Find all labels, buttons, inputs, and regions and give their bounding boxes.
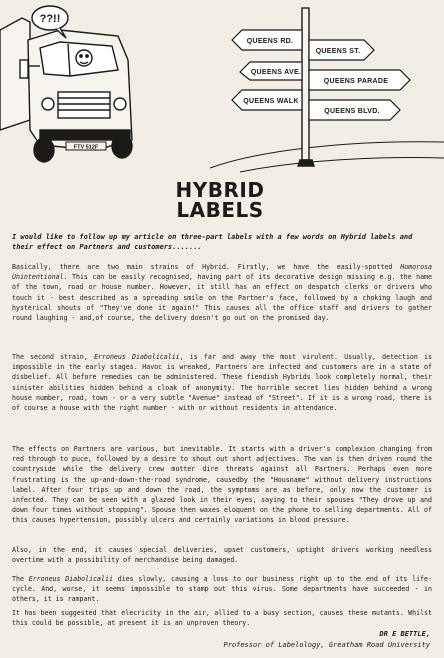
paragraph-4: Also, in the end, it causes special deliveries, upset customers, uptight drivers working needless overtime with a possibility of merchandise being damaged. — [12, 546, 432, 565]
sign-queens-ave — [240, 62, 302, 80]
paragraph-3: The effects on Partners are various, but inevitable. It starts with a driver's complexion changing from red through to puce, followed by a desire to shout out short adjectives. The van is then driven round the countryside while the delivery crew mutter dire threats against all Partners. Perhaps even more frustrating is the up-and-down-the-road syndrome, causedby the "Housname" without delivery instructions label. After four trips up and down the road, the symptoms are as before, only now the customer is infected. They can be seen with a glazed look in their eyes, saying to their spouses "They drove up and down four times without stopping". Spouse then waxes eloquent on the phone to selling departments. All of this causes hypertension, possibly ulcers and certainly variations in blood pressure. — [12, 445, 432, 525]
author-title: Professor of Labelology, Greatham Road University — [223, 641, 430, 649]
paragraph-1 — [12, 262, 432, 323]
sign-queens-rd — [232, 30, 302, 50]
svg-text:QUEENS AVE.: QUEENS AVE. — [250, 69, 302, 76]
header-illustration — [0, 0, 444, 175]
p1-text-b: . This can be easily recognised, having part of its decorative design missing e.g. the name of the town, road or house number. However, it still has an effect on despatch clerks or drivers who touch it - best described as a spreading smile on the Partner's face, followed by a choking laugh and hysterical shouts of "They've done it again!" This causes all the office staff and drivers to gather round laughing - and,of course, the delivery doesn't go out on the promised day. — [12, 273, 432, 323]
sign-queens-parade — [309, 70, 410, 90]
paragraph-5 — [12, 574, 432, 605]
sign-queens-st — [309, 40, 374, 60]
p1-text-a: Basically, there are two main strains of Hybrid. Firstly, we have the easily-spotted — [12, 263, 401, 271]
author-name: DR E BETTLE, — [379, 630, 430, 638]
svg-text:QUEENS WALK: QUEENS WALK — [243, 98, 299, 105]
p1-species-name: Humorosa Unintentional — [12, 263, 432, 282]
paragraph-6: It has been suggested that elecricity in the air, allied to a busy section, causes these mutants. Whilst this could be possible, at present it is an unproven theory. — [12, 609, 432, 628]
road-ground — [210, 142, 444, 172]
paragraph-2 — [12, 352, 432, 413]
sign-queens-walk — [232, 90, 302, 110]
number-plate: FTV 512F — [73, 144, 99, 151]
p5-text-b: dies slowly, causing a loss to our business right up to the end of its life-cycle. And, worse, it seems impossible to stamp out this virus. Some departments have succeeded - in others, it is rampant. — [12, 575, 432, 604]
svg-text:QUEENS BLVD.: QUEENS BLVD. — [324, 108, 380, 115]
p2-species-name: Erroneus Diabolicalii — [94, 353, 180, 361]
sign-queens-blvd — [309, 100, 400, 120]
p2-text-b: , is far and away the most virulent. Usually, detection is impossible in the early stages. Havoc is wreaked, Partners are infected and customers are in a state of disbelief. All before remedies can be administered. These fiendish Hybrids look completely normal, their sinister abilities hidden behind a cloak of anonymity. The horrible secret lies hidden behind a wrong house number, road, town - or a very subtle "Avenue" instead of "Street". If it is a wrong road, there is of course a house with the right number - with or without residents in attendance. — [12, 353, 432, 413]
p5-text-a: The — [12, 575, 29, 583]
p5-species-name: Erroneus Diabolicalii — [28, 575, 113, 583]
speech-bubble-text: ??!! — [39, 13, 61, 25]
article-title — [150, 180, 290, 220]
svg-text:QUEENS ST.: QUEENS ST. — [315, 48, 361, 55]
title-line-1: HYBRID — [175, 178, 265, 202]
truck-drawing — [0, 6, 132, 162]
svg-text:QUEENS PARADE: QUEENS PARADE — [323, 78, 389, 85]
title-line-2: LABELS — [176, 198, 264, 222]
svg-text:QUEENS RD.: QUEENS RD. — [246, 38, 294, 45]
intro-paragraph: I would like to follow up my article on three-part labels with a few words on Hybrid labels and their effect on Partners and customers....... — [12, 233, 413, 251]
p2-text-a: The second strain, — [12, 353, 95, 361]
